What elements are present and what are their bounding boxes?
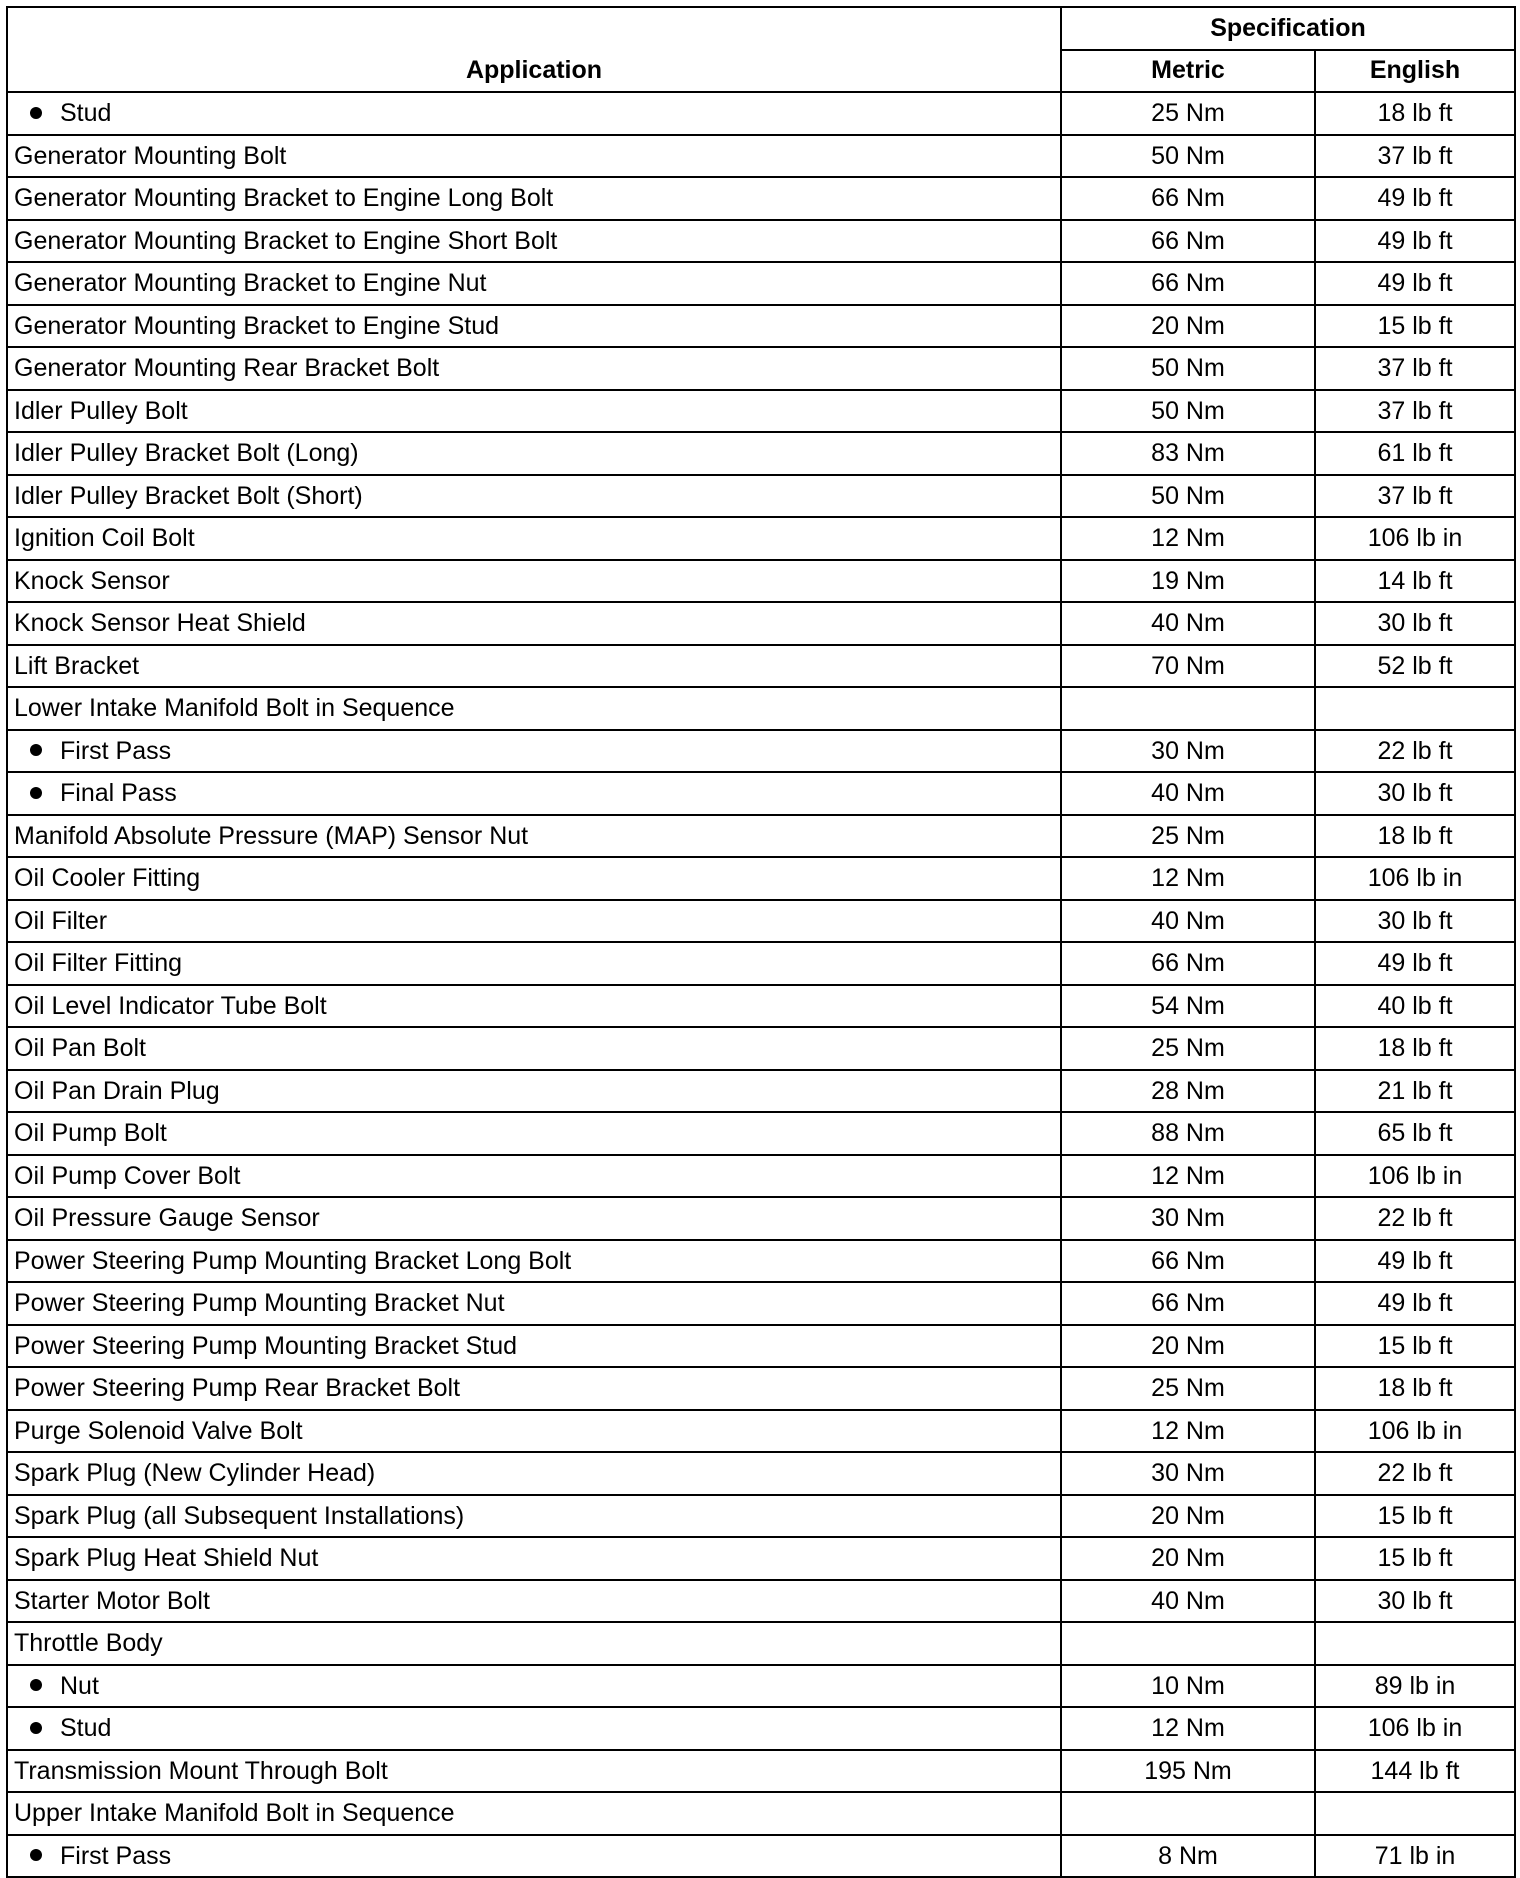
application-cell: [7, 517, 1061, 560]
metric-value: [1061, 687, 1315, 730]
application-label: Power Steering Pump Rear Bracket Bolt: [14, 1374, 461, 1403]
application-cell: [7, 1750, 1061, 1793]
application-cell: [7, 475, 1061, 518]
table-row: [7, 177, 1515, 220]
english-value: 22 lb ft: [1315, 1197, 1515, 1240]
application-label: Knock Sensor: [14, 566, 170, 595]
table-row: [7, 1282, 1515, 1325]
table-row: [7, 1537, 1515, 1580]
application-cell: [7, 1282, 1061, 1325]
torque-spec-sheet: [6, 6, 1514, 1872]
application-label: Nut: [60, 1671, 99, 1700]
application-label: Lift Bracket: [14, 651, 140, 680]
application-label: Throttle Body: [14, 1629, 163, 1658]
application-label: Transmission Mount Through Bolt: [14, 1756, 388, 1785]
metric-value: 40 Nm: [1061, 900, 1315, 943]
table-row: [7, 1070, 1515, 1113]
table-row: [7, 305, 1515, 348]
table-row: [7, 1452, 1515, 1495]
table-row: [7, 645, 1515, 688]
application-label: Generator Mounting Bracket to Engine Long Bolt: [14, 184, 554, 213]
english-value: 52 lb ft: [1315, 645, 1515, 688]
table-row: [7, 900, 1515, 943]
english-value: 21 lb ft: [1315, 1070, 1515, 1113]
metric-value: [1061, 1622, 1315, 1665]
metric-value: 30 Nm: [1061, 1452, 1315, 1495]
application-cell: [7, 347, 1061, 390]
english-value: 37 lb ft: [1315, 475, 1515, 518]
application-label: Generator Mounting Bracket to Engine Short Bolt: [14, 226, 558, 255]
application-cell: [7, 560, 1061, 603]
application-cell: [7, 602, 1061, 645]
metric-value: 66 Nm: [1061, 262, 1315, 305]
english-value: 30 lb ft: [1315, 772, 1515, 815]
application-label: Power Steering Pump Mounting Bracket Nut: [14, 1289, 505, 1318]
metric-value: 30 Nm: [1061, 1197, 1315, 1240]
english-value: 49 lb ft: [1315, 262, 1515, 305]
english-value: 65 lb ft: [1315, 1112, 1515, 1155]
application-label: Manifold Absolute Pressure (MAP) Sensor Nut: [14, 821, 529, 850]
application-cell: [7, 942, 1061, 985]
table-row: [7, 1750, 1515, 1793]
english-value: 106 lb in: [1315, 1707, 1515, 1750]
table-row: [7, 985, 1515, 1028]
english-value: 49 lb ft: [1315, 1282, 1515, 1325]
bullet-icon: [30, 107, 42, 119]
metric-value: [1061, 1792, 1315, 1835]
metric-value: 30 Nm: [1061, 730, 1315, 773]
english-value: 14 lb ft: [1315, 560, 1515, 603]
application-cell: [7, 1155, 1061, 1198]
application-cell: [7, 262, 1061, 305]
table-row: [7, 1410, 1515, 1453]
application-label: Oil Level Indicator Tube Bolt: [14, 991, 327, 1020]
english-value: 61 lb ft: [1315, 432, 1515, 475]
application-cell: [7, 1537, 1061, 1580]
table-row: [7, 772, 1515, 815]
table-row: [7, 1197, 1515, 1240]
metric-value: 70 Nm: [1061, 645, 1315, 688]
application-label: First Pass: [60, 1841, 172, 1870]
application-cell: [7, 687, 1061, 730]
metric-value: 12 Nm: [1061, 857, 1315, 900]
table-row: [7, 1580, 1515, 1623]
table-row: [7, 1240, 1515, 1283]
application-label: Generator Mounting Rear Bracket Bolt: [14, 354, 440, 383]
application-label: Oil Filter: [14, 906, 108, 935]
application-cell: [7, 305, 1061, 348]
table-row: [7, 475, 1515, 518]
application-label: Lower Intake Manifold Bolt in Sequence: [14, 694, 455, 723]
metric-value: 28 Nm: [1061, 1070, 1315, 1113]
table-row: [7, 1367, 1515, 1410]
metric-value: 20 Nm: [1061, 1495, 1315, 1538]
metric-value: 50 Nm: [1061, 390, 1315, 433]
application-cell: [7, 985, 1061, 1028]
metric-value: 66 Nm: [1061, 177, 1315, 220]
application-cell: [7, 1367, 1061, 1410]
application-cell: [7, 1325, 1061, 1368]
table-row: [7, 1665, 1515, 1708]
application-label: Oil Pump Cover Bolt: [14, 1161, 241, 1190]
metric-value: 40 Nm: [1061, 602, 1315, 645]
metric-value: 195 Nm: [1061, 1750, 1315, 1793]
metric-header: Metric: [1061, 50, 1315, 93]
english-value: 106 lb in: [1315, 517, 1515, 560]
english-value: [1315, 1792, 1515, 1835]
english-value: 18 lb ft: [1315, 815, 1515, 858]
english-value: 22 lb ft: [1315, 1452, 1515, 1495]
application-label: Generator Mounting Bolt: [14, 141, 287, 170]
bullet-icon: [30, 744, 42, 756]
english-value: 18 lb ft: [1315, 92, 1515, 135]
table-row: [7, 857, 1515, 900]
table-row: [7, 1622, 1515, 1665]
application-cell: [7, 730, 1061, 773]
metric-value: 66 Nm: [1061, 942, 1315, 985]
english-value: 30 lb ft: [1315, 602, 1515, 645]
table-row: [7, 347, 1515, 390]
table-row: [7, 730, 1515, 773]
application-cell: [7, 135, 1061, 178]
application-label: Power Steering Pump Mounting Bracket Long Bolt: [14, 1246, 572, 1275]
metric-value: 50 Nm: [1061, 347, 1315, 390]
application-label: Generator Mounting Bracket to Engine Stud: [14, 311, 500, 340]
metric-value: 50 Nm: [1061, 475, 1315, 518]
english-value: 49 lb ft: [1315, 942, 1515, 985]
english-value: 15 lb ft: [1315, 1537, 1515, 1580]
english-value: 15 lb ft: [1315, 1495, 1515, 1538]
application-cell: [7, 857, 1061, 900]
english-value: 49 lb ft: [1315, 220, 1515, 263]
metric-value: 40 Nm: [1061, 772, 1315, 815]
metric-value: 40 Nm: [1061, 1580, 1315, 1623]
table-row: [7, 432, 1515, 475]
application-cell: [7, 772, 1061, 815]
application-cell: [7, 1112, 1061, 1155]
application-cell: [7, 815, 1061, 858]
table-row: [7, 942, 1515, 985]
english-value: 106 lb in: [1315, 1155, 1515, 1198]
application-cell: [7, 1622, 1061, 1665]
application-label: Oil Cooler Fitting: [14, 864, 201, 893]
table-row: [7, 815, 1515, 858]
table-row: [7, 1792, 1515, 1835]
english-value: 37 lb ft: [1315, 347, 1515, 390]
english-value: [1315, 687, 1515, 730]
application-cell: [7, 1452, 1061, 1495]
table-row: [7, 1112, 1515, 1155]
metric-value: 25 Nm: [1061, 1027, 1315, 1070]
english-value: 37 lb ft: [1315, 135, 1515, 178]
metric-value: 25 Nm: [1061, 815, 1315, 858]
application-label: Spark Plug (New Cylinder Head): [14, 1459, 376, 1488]
application-label: Starter Motor Bolt: [14, 1586, 210, 1615]
application-label: First Pass: [60, 736, 172, 765]
metric-value: 25 Nm: [1061, 1367, 1315, 1410]
application-cell: [7, 1070, 1061, 1113]
application-cell: [7, 92, 1061, 135]
table-row: [7, 517, 1515, 560]
application-cell: [7, 1665, 1061, 1708]
application-label: Upper Intake Manifold Bolt in Sequence: [14, 1799, 455, 1828]
metric-value: 50 Nm: [1061, 135, 1315, 178]
application-cell: [7, 177, 1061, 220]
application-cell: [7, 1240, 1061, 1283]
application-label: Idler Pulley Bolt: [14, 396, 188, 425]
application-cell: [7, 220, 1061, 263]
application-label: Spark Plug (all Subsequent Installations): [14, 1501, 465, 1530]
application-label: Final Pass: [60, 779, 177, 808]
metric-value: 66 Nm: [1061, 1240, 1315, 1283]
application-label: Generator Mounting Bracket to Engine Nut: [14, 269, 487, 298]
metric-value: 83 Nm: [1061, 432, 1315, 475]
english-value: 15 lb ft: [1315, 305, 1515, 348]
table-row: [7, 135, 1515, 178]
metric-value: 12 Nm: [1061, 1155, 1315, 1198]
application-label: Stud: [60, 1714, 112, 1743]
table-body: [7, 92, 1515, 1877]
bullet-icon: [30, 1849, 42, 1861]
table-row: [7, 560, 1515, 603]
header-row-top: [7, 7, 1515, 50]
english-value: [1315, 1622, 1515, 1665]
application-label: Purge Solenoid Valve Bolt: [14, 1416, 303, 1445]
table-row: [7, 92, 1515, 135]
english-value: 37 lb ft: [1315, 390, 1515, 433]
application-label: Idler Pulley Bracket Bolt (Short): [14, 481, 363, 510]
application-cell: [7, 645, 1061, 688]
english-value: 30 lb ft: [1315, 1580, 1515, 1623]
specification-header: Specification: [1061, 7, 1515, 50]
application-header: Application: [7, 7, 1061, 92]
english-value: 106 lb in: [1315, 857, 1515, 900]
application-label: Power Steering Pump Mounting Bracket Stud: [14, 1331, 518, 1360]
english-value: 49 lb ft: [1315, 177, 1515, 220]
application-label: Oil Pan Bolt: [14, 1034, 147, 1063]
application-label: Ignition Coil Bolt: [14, 524, 195, 553]
english-value: 18 lb ft: [1315, 1027, 1515, 1070]
table-row: [7, 220, 1515, 263]
table-row: [7, 390, 1515, 433]
application-cell: [7, 1792, 1061, 1835]
application-cell: [7, 900, 1061, 943]
application-label: Oil Filter Fitting: [14, 949, 183, 978]
application-cell: [7, 1197, 1061, 1240]
table-row: [7, 1325, 1515, 1368]
english-value: 30 lb ft: [1315, 900, 1515, 943]
metric-value: 12 Nm: [1061, 1410, 1315, 1453]
english-value: 89 lb in: [1315, 1665, 1515, 1708]
metric-value: 25 Nm: [1061, 92, 1315, 135]
application-cell: [7, 1835, 1061, 1878]
table-row: [7, 1155, 1515, 1198]
application-cell: [7, 1580, 1061, 1623]
application-label: Spark Plug Heat Shield Nut: [14, 1544, 319, 1573]
application-cell: [7, 390, 1061, 433]
table-header: [7, 7, 1515, 92]
english-value: 40 lb ft: [1315, 985, 1515, 1028]
table-row: [7, 1495, 1515, 1538]
metric-value: 20 Nm: [1061, 1537, 1315, 1580]
application-cell: [7, 432, 1061, 475]
application-cell: [7, 1027, 1061, 1070]
application-label: Oil Pressure Gauge Sensor: [14, 1204, 320, 1233]
application-label: Idler Pulley Bracket Bolt (Long): [14, 439, 359, 468]
application-label: Oil Pump Bolt: [14, 1119, 167, 1148]
application-cell: [7, 1410, 1061, 1453]
metric-value: 12 Nm: [1061, 517, 1315, 560]
metric-value: 8 Nm: [1061, 1835, 1315, 1878]
application-label: Stud: [60, 99, 112, 128]
application-cell: [7, 1495, 1061, 1538]
table-row: [7, 262, 1515, 305]
table-row: [7, 1027, 1515, 1070]
english-value: 71 lb in: [1315, 1835, 1515, 1878]
application-label: Knock Sensor Heat Shield: [14, 609, 306, 638]
english-value: 49 lb ft: [1315, 1240, 1515, 1283]
metric-value: 20 Nm: [1061, 305, 1315, 348]
application-label: Oil Pan Drain Plug: [14, 1076, 220, 1105]
table-row: [7, 602, 1515, 645]
metric-value: 54 Nm: [1061, 985, 1315, 1028]
application-cell: [7, 1707, 1061, 1750]
metric-value: 10 Nm: [1061, 1665, 1315, 1708]
specification-table: [6, 6, 1516, 1878]
metric-value: 66 Nm: [1061, 1282, 1315, 1325]
english-header: English: [1315, 50, 1515, 93]
metric-value: 12 Nm: [1061, 1707, 1315, 1750]
english-value: 106 lb in: [1315, 1410, 1515, 1453]
bullet-icon: [30, 787, 42, 799]
table-row: [7, 1707, 1515, 1750]
metric-value: 66 Nm: [1061, 220, 1315, 263]
table-row: [7, 687, 1515, 730]
metric-value: 20 Nm: [1061, 1325, 1315, 1368]
bullet-icon: [30, 1679, 42, 1691]
metric-value: 19 Nm: [1061, 560, 1315, 603]
english-value: 144 lb ft: [1315, 1750, 1515, 1793]
bullet-icon: [30, 1722, 42, 1734]
english-value: 18 lb ft: [1315, 1367, 1515, 1410]
table-row: [7, 1835, 1515, 1878]
english-value: 15 lb ft: [1315, 1325, 1515, 1368]
english-value: 22 lb ft: [1315, 730, 1515, 773]
metric-value: 88 Nm: [1061, 1112, 1315, 1155]
